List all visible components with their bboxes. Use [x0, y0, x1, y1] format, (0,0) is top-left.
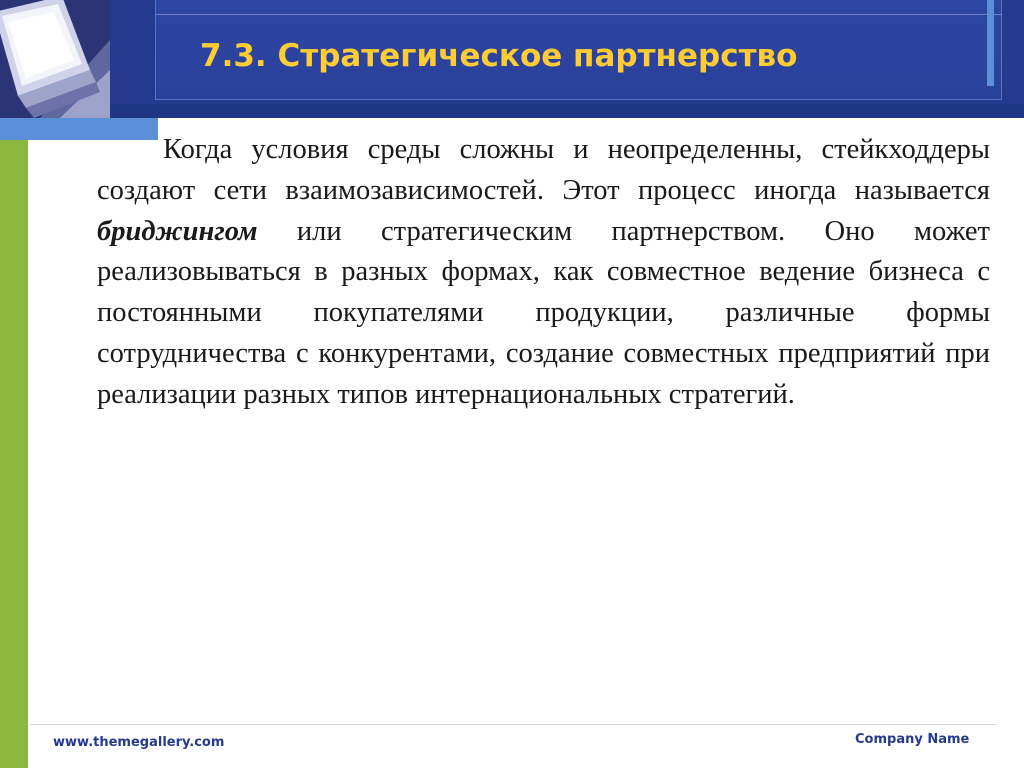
body-text-end: или стратегическим партнерством. Оно может реализовываться в разных формах, как совместное ведение бизнеса с постоянными покупателями продукции, различные формы сотрудничества с конкурентами, создание совместных предприятий при реализации разных типов интернациональных стратегий.: [97, 215, 990, 410]
body-text-emphasis: бриджингом: [97, 215, 258, 247]
footer-divider: [30, 724, 996, 725]
header-divider: [155, 14, 1002, 15]
footer-url[interactable]: www.themegallery.com: [53, 735, 225, 750]
left-green-strip: [0, 140, 28, 768]
body-text-start: Когда условия среды сложны и неопределенны, стейкходдеры создают сети взаимозависимостей. Этот процесс иногда называется: [97, 134, 990, 206]
header-accent-bar: [987, 0, 994, 86]
header-bottom-strip: [0, 104, 1024, 118]
monitor-icon: [0, 0, 110, 118]
footer-company-name: Company Name: [855, 732, 970, 747]
body-paragraph: [97, 130, 990, 416]
page-title: 7.3. Стратегическое партнерство: [200, 38, 798, 74]
